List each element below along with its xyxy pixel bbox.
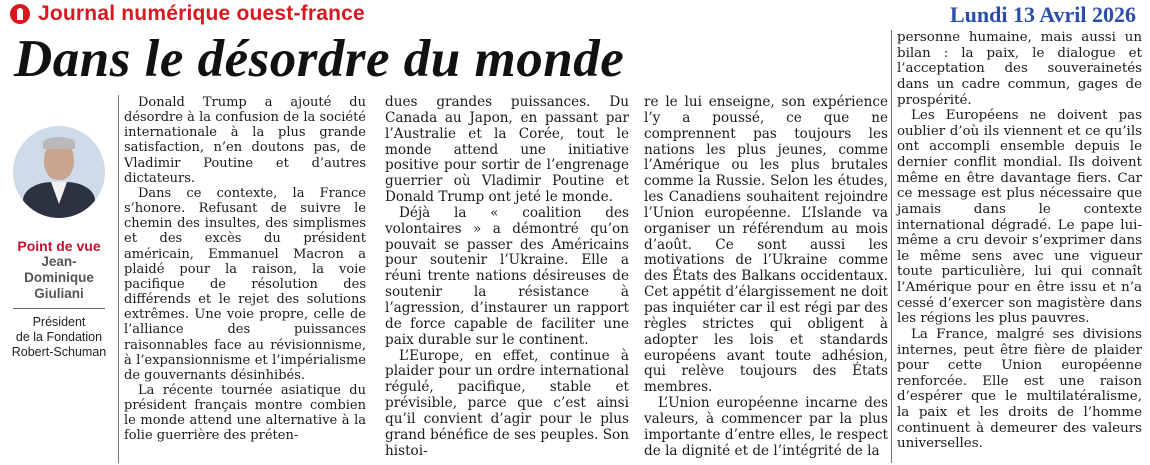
column-divider [118,95,119,463]
column-divider [891,30,892,463]
headline: Dans le désordre du monde [14,30,625,88]
article-column-4 [897,30,1142,452]
author-name [0,254,118,302]
section-label: Point de vue [17,238,101,254]
paragraph: L’Union européenne incarne des valeurs, à commencer par la plus importante d’entre elles, le respect de la dignité et de l’intégrité de la [644,395,888,459]
article-column-1 [124,95,366,444]
paragraph: personne humaine, mais aussi un bilan : la paix, le dialogue et l’acceptation des souverainetés dans un cadre commun, gages de prospérité. [897,30,1142,108]
author-role-line: Robert-Schuman [11,345,107,359]
author-name-line: Jean- [41,254,77,269]
author-name-line: Dominique [24,270,94,285]
article-column-2 [385,95,629,459]
author-role [0,315,118,360]
paragraph: Dans ce contexte, la France s’honore. Refusant de suivre le chemin des insultes, des simplismes et des excès du président américain, Emmanuel Macron a plaidé pour la raison, la voie pacifique de résolution des différends et le rejet des solutions extrêmes. Une voie propre, celle de l’alliance des puissances raisonnables face au révisionnisme, à l’expansionnisme et l’impérialisme de gouvernants désinhibés. [124,185,366,383]
article-column-3 [644,95,888,459]
paragraph: Donald Trump a ajouté du désordre à la confusion de la société internationale à la plus grande satisfaction, n’en doutons pas, de Vladimir Poutine et d’autres dictateurs. [124,95,366,186]
author-box [0,120,118,360]
paragraph: La France, malgré ses divisions internes, peut être fière de plaider pour cette Union européenne renforcée. Elle est une raison d’espérer que le multilatéralisme, la paix et les droits de l’homme continuent à demeurer des valeurs universelles. [897,326,1142,452]
publication-date: Lundi 13 Avril 2026 [949,2,1136,27]
paragraph: Déjà la « coalition des volontaires » a démontré qu’on pouvait se passer des Américains pour soutenir l’Ukraine. Elle a réuni trente nations désireuses de soutenir la résistance à l’agression, d’instaurer un rapport de force capable de faciliter une paix durable sur le continent. [385,204,629,348]
paragraph: La récente tournée asiatique du président français montre combien le monde attend une alternative à la folie guerrière des préten- [124,382,366,444]
source-header [10,2,365,26]
author-role-line: Président [32,315,86,329]
author-divider [13,308,105,309]
author-role-line: de la Fondation [15,330,103,344]
author-name-line: Giuliani [34,286,84,301]
paragraph: re le lui enseigne, son expérience l’y a poussé, ce que ne comprennent pas toujours les nations les plus jeunes, comme l’Amérique ou les plus brutales comme la Russie. Selon les études, les Canadiens souhaitent rejoindre l’Union européenne. L’Islande va organiser un référendum au mois d’août. Ce sont aussi les motivations de l’Ukraine comme des États des Balkans occidentaux. Cet appétit d’élargissement ne doit pas inquiéter car il est régi par des règles strictes qui obligent à adopter les lois et standards européens avant toute adhésion, qui relève toujours des États membres. [644,94,888,396]
author-portrait [13,126,105,218]
paragraph: Les Européens ne doivent pas oublier d’où ils viennent et ce qu’ils ont accompli ensemble depuis le dernier conflit mondial. Ils doivent même en être davantage fiers. Car ce message est plus nécessaire que jamais dans le contexte international dégradé. Le pape lui-même a cru devoir s’exprimer dans le même sens avec une vigueur toute particulière, lui qui connaît l’Amérique pour en être issu et n’a cessé d’exercer son magistère dans les régions les plus pauvres. [897,108,1142,327]
paragraph: L’Europe, en effet, continue à plaider pour un ordre international régulé, pacifique, stable et prévisible, parce que c’est ainsi qu’il convient d’agir pour le plus grand bénéfice de ses peuples. Son histoi- [385,347,629,459]
ouest-france-logo-icon [10,4,30,24]
source-name: Journal numérique ouest-france [38,2,365,25]
paragraph: dues grandes puissances. Du Canada au Japon, en passant par l’Australie et la Corée, tout le monde attend une initiative positive pour sortir de l’engrenage guerrier où Vladimir Poutine et Donald Trump ont jeté le monde. [385,94,629,206]
